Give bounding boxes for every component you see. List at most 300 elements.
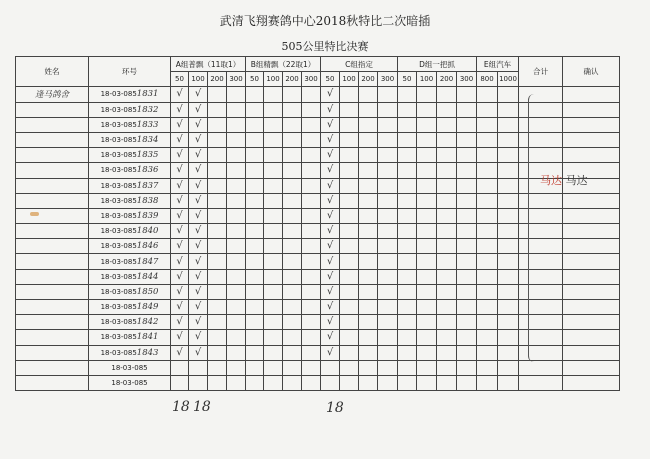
- check-e-1000: [498, 330, 519, 345]
- owner-name-cell-text: 逢马鸽舍: [34, 90, 69, 101]
- ring-number-cell: [89, 284, 171, 299]
- check-c-300: [378, 132, 398, 147]
- check-b-200: [283, 330, 302, 345]
- total-cell: [519, 345, 563, 360]
- check-a-100: [189, 102, 208, 117]
- owner-name-cell: [16, 330, 89, 345]
- ring-suffix-handwritten: 1849: [136, 302, 159, 313]
- owner-name-cell: [16, 224, 89, 239]
- check-a-50: [171, 117, 189, 132]
- header-row-1: [16, 57, 620, 72]
- check-c-100: [340, 284, 359, 299]
- check-b-200: [283, 254, 302, 269]
- check-d-100: [417, 117, 437, 132]
- ring-prefix: 18-03-085: [100, 196, 137, 205]
- total-a100: 18: [193, 399, 211, 415]
- check-d-200: [437, 87, 457, 102]
- check-a-50-text: √: [176, 149, 183, 161]
- check-b-300: [302, 163, 321, 178]
- check-a-300: [227, 300, 246, 315]
- confirm-cell: [563, 148, 620, 163]
- ring-number-cell: [89, 330, 171, 345]
- check-b-50: [246, 178, 264, 193]
- check-a-100: [189, 300, 208, 315]
- check-c-50-text: √: [326, 134, 334, 146]
- check-b-50: [246, 375, 264, 390]
- check-d-300: [457, 148, 477, 163]
- check-a-300: [227, 330, 246, 345]
- check-b-50: [246, 102, 264, 117]
- check-e-1000: [498, 208, 519, 223]
- check-a-300: [227, 360, 246, 375]
- check-d-50: [398, 117, 417, 132]
- confirm-cell: [563, 208, 620, 223]
- ring-prefix: 18-03-085: [100, 120, 137, 129]
- check-a-50-text: √: [176, 209, 183, 221]
- check-a-300: [227, 163, 246, 178]
- check-e-800: [477, 239, 498, 254]
- check-b-100: [264, 269, 283, 284]
- check-c-50-text: √: [326, 301, 334, 313]
- check-c-200: [359, 330, 378, 345]
- owner-name-cell: [16, 87, 89, 102]
- sub-d-200: 200: [437, 72, 457, 87]
- check-d-300: [457, 375, 477, 390]
- check-a-100-text: √: [194, 149, 202, 161]
- check-d-100: [417, 254, 437, 269]
- col-ring-header: 环号: [89, 57, 171, 87]
- check-a-100: [189, 117, 208, 132]
- check-d-100: [417, 178, 437, 193]
- check-a-100-text: √: [194, 346, 202, 358]
- total-cell: [519, 315, 563, 330]
- check-b-50: [246, 239, 264, 254]
- check-a-200: [208, 224, 227, 239]
- check-d-100: [417, 315, 437, 330]
- check-a-50-text: √: [176, 331, 183, 343]
- ring-prefix: 18-03-085: [100, 303, 137, 312]
- total-cell: [519, 117, 563, 132]
- check-d-50: [398, 315, 417, 330]
- owner-name-cell: [16, 269, 89, 284]
- check-b-300: [302, 330, 321, 345]
- check-c-50: [321, 269, 340, 284]
- total-cell: [519, 132, 563, 147]
- owner-name-cell: [16, 193, 89, 208]
- confirm-cell: [563, 87, 620, 102]
- ring-number-cell: [89, 102, 171, 117]
- ring-prefix: 18-03-085: [100, 287, 137, 296]
- check-b-50: [246, 360, 264, 375]
- check-d-300: [457, 269, 477, 284]
- check-a-50-text: √: [176, 270, 183, 282]
- check-e-1000: [498, 178, 519, 193]
- check-d-200: [437, 360, 457, 375]
- check-c-300: [378, 300, 398, 315]
- check-b-200: [283, 345, 302, 360]
- sub-a-300: 300: [227, 72, 246, 87]
- check-d-200: [437, 224, 457, 239]
- check-c-50: [321, 254, 340, 269]
- check-a-50: [171, 360, 189, 375]
- check-e-1000: [498, 345, 519, 360]
- check-c-200: [359, 345, 378, 360]
- owner-name-cell: [16, 163, 89, 178]
- check-b-300: [302, 360, 321, 375]
- check-b-300: [302, 102, 321, 117]
- check-e-1000: [498, 117, 519, 132]
- sub-c-100: 100: [340, 72, 359, 87]
- check-b-200: [283, 239, 302, 254]
- check-b-200: [283, 360, 302, 375]
- check-b-50: [246, 224, 264, 239]
- ring-number-cell: [89, 224, 171, 239]
- check-c-50: [321, 375, 340, 390]
- check-b-100: [264, 117, 283, 132]
- sub-a-200: 200: [208, 72, 227, 87]
- ring-number-cell: [89, 300, 171, 315]
- check-d-100: [417, 239, 437, 254]
- check-a-100: [189, 224, 208, 239]
- check-a-50-text: √: [176, 134, 183, 146]
- check-a-300: [227, 224, 246, 239]
- check-d-50: [398, 239, 417, 254]
- check-b-300: [302, 224, 321, 239]
- check-c-50-text: √: [326, 149, 334, 161]
- check-c-50-text: √: [326, 179, 334, 191]
- check-d-200: [437, 269, 457, 284]
- check-c-300: [378, 178, 398, 193]
- check-c-50: [321, 193, 340, 208]
- ring-suffix-handwritten: 1850: [136, 286, 159, 297]
- ring-prefix: 18-03-085: [111, 363, 148, 372]
- check-b-300: [302, 178, 321, 193]
- ring-prefix: 18-03-085: [100, 166, 137, 175]
- check-c-50-text: √: [326, 209, 334, 221]
- check-b-200: [283, 117, 302, 132]
- check-c-100: [340, 300, 359, 315]
- check-a-200: [208, 254, 227, 269]
- confirm-cell: [563, 375, 620, 390]
- check-c-50: [321, 345, 340, 360]
- check-b-50: [246, 87, 264, 102]
- check-a-200: [208, 87, 227, 102]
- check-c-50: [321, 163, 340, 178]
- col-confirm-header: 确认: [563, 57, 620, 87]
- col-group-e-header: E组汽车: [477, 57, 519, 72]
- owner-name-cell: [16, 254, 89, 269]
- check-d-100: [417, 193, 437, 208]
- sub-b-300: 300: [302, 72, 321, 87]
- ring-prefix: 18-03-085: [100, 90, 137, 99]
- confirm-cell: [563, 345, 620, 360]
- total-cell: [519, 239, 563, 254]
- check-d-300: [457, 193, 477, 208]
- confirm-cell: [563, 102, 620, 117]
- check-a-50-text: √: [176, 225, 183, 237]
- check-a-200: [208, 193, 227, 208]
- check-a-100-text: √: [194, 285, 202, 297]
- check-e-800: [477, 254, 498, 269]
- sub-b-100: 100: [264, 72, 283, 87]
- total-cell: [519, 269, 563, 284]
- check-c-50: [321, 224, 340, 239]
- ring-prefix: 18-03-085: [100, 257, 137, 266]
- confirm-cell: [563, 193, 620, 208]
- check-e-800: [477, 284, 498, 299]
- check-a-50: [171, 239, 189, 254]
- check-c-300: [378, 269, 398, 284]
- check-e-1000: [498, 284, 519, 299]
- check-c-300: [378, 102, 398, 117]
- total-cell: [519, 193, 563, 208]
- check-c-100: [340, 178, 359, 193]
- check-c-200: [359, 254, 378, 269]
- check-e-800: [477, 117, 498, 132]
- check-e-1000: [498, 87, 519, 102]
- total-cell: [519, 300, 563, 315]
- check-c-50-text: √: [326, 331, 334, 343]
- check-d-100: [417, 163, 437, 178]
- check-c-300: [378, 239, 398, 254]
- col-group-b-header: B组精飘（22取1）: [246, 57, 321, 72]
- check-d-300: [457, 284, 477, 299]
- check-a-50-text: √: [176, 240, 183, 252]
- check-a-100-text: √: [194, 88, 202, 100]
- ring-number-cell: [89, 163, 171, 178]
- check-c-50-text: √: [326, 346, 334, 358]
- check-c-50: [321, 102, 340, 117]
- confirm-cell: [563, 224, 620, 239]
- check-d-50: [398, 163, 417, 178]
- check-b-50: [246, 163, 264, 178]
- check-d-50: [398, 208, 417, 223]
- check-d-200: [437, 117, 457, 132]
- check-a-300: [227, 315, 246, 330]
- check-e-800: [477, 269, 498, 284]
- check-a-50: [171, 224, 189, 239]
- check-b-100: [264, 163, 283, 178]
- check-a-50: [171, 148, 189, 163]
- check-d-200: [437, 345, 457, 360]
- check-a-50: [171, 163, 189, 178]
- owner-name-cell: [16, 375, 89, 390]
- ring-number-cell: [89, 239, 171, 254]
- check-d-50: [398, 102, 417, 117]
- check-d-50: [398, 330, 417, 345]
- check-c-200: [359, 148, 378, 163]
- check-b-100: [264, 224, 283, 239]
- check-d-100: [417, 284, 437, 299]
- check-d-50: [398, 148, 417, 163]
- total-cell: [519, 148, 563, 163]
- check-d-50: [398, 87, 417, 102]
- check-e-800: [477, 375, 498, 390]
- owner-name-cell: [16, 239, 89, 254]
- check-a-50-text: √: [176, 103, 183, 115]
- ring-number-cell: [89, 360, 171, 375]
- check-c-100: [340, 193, 359, 208]
- check-c-50-text: √: [326, 240, 334, 252]
- check-d-50: [398, 254, 417, 269]
- check-a-50-text: √: [176, 346, 183, 358]
- check-b-50: [246, 284, 264, 299]
- check-e-1000: [498, 269, 519, 284]
- check-c-300: [378, 254, 398, 269]
- check-e-1000: [498, 193, 519, 208]
- check-c-50: [321, 208, 340, 223]
- owner-name-cell: [16, 208, 89, 223]
- check-c-200: [359, 117, 378, 132]
- check-c-200: [359, 132, 378, 147]
- check-d-300: [457, 315, 477, 330]
- check-a-300: [227, 208, 246, 223]
- owner-name-cell: [16, 148, 89, 163]
- ring-number-cell: [89, 193, 171, 208]
- check-c-50: [321, 315, 340, 330]
- check-d-300: [457, 163, 477, 178]
- col-group-d-header: D组一把抓: [398, 57, 477, 72]
- check-d-200: [437, 132, 457, 147]
- ring-prefix: 18-03-085: [100, 136, 137, 145]
- check-c-50-text: √: [326, 164, 334, 176]
- check-a-50: [171, 300, 189, 315]
- sub-a-100: 100: [189, 72, 208, 87]
- check-a-300: [227, 102, 246, 117]
- check-c-100: [340, 132, 359, 147]
- check-d-50: [398, 300, 417, 315]
- ring-prefix: 18-03-085: [100, 242, 137, 251]
- confirm-cell: [563, 254, 620, 269]
- ring-number-cell: [89, 178, 171, 193]
- check-d-300: [457, 224, 477, 239]
- check-a-100-text: √: [194, 134, 202, 146]
- check-b-100: [264, 360, 283, 375]
- sub-a-50: 50: [171, 72, 189, 87]
- sub-c-50: 50: [321, 72, 340, 87]
- check-b-100: [264, 148, 283, 163]
- confirm-cell: [563, 269, 620, 284]
- check-c-300: [378, 224, 398, 239]
- check-d-50: [398, 375, 417, 390]
- check-a-50-text: √: [176, 194, 183, 206]
- check-a-100-text: √: [194, 179, 202, 191]
- check-e-800: [477, 224, 498, 239]
- check-b-300: [302, 269, 321, 284]
- check-e-800: [477, 87, 498, 102]
- check-e-1000: [498, 254, 519, 269]
- check-a-200: [208, 284, 227, 299]
- check-a-50: [171, 102, 189, 117]
- check-c-50-text: √: [326, 88, 334, 100]
- ink-smudge: [30, 212, 39, 216]
- check-b-200: [283, 224, 302, 239]
- check-a-50: [171, 254, 189, 269]
- check-a-300: [227, 87, 246, 102]
- ring-number-cell: [89, 208, 171, 223]
- check-b-100: [264, 284, 283, 299]
- check-d-300: [457, 360, 477, 375]
- check-d-100: [417, 360, 437, 375]
- ring-prefix: 18-03-085: [100, 333, 137, 342]
- total-a50: 18: [172, 399, 190, 415]
- ring-number-cell: [89, 375, 171, 390]
- check-c-100: [340, 87, 359, 102]
- ring-suffix-handwritten: 1844: [136, 271, 159, 282]
- check-e-1000: [498, 148, 519, 163]
- check-b-200: [283, 87, 302, 102]
- check-a-200: [208, 102, 227, 117]
- check-c-300: [378, 163, 398, 178]
- col-total-header: 合计: [519, 57, 563, 87]
- check-c-200: [359, 300, 378, 315]
- check-c-50-text: √: [326, 255, 334, 267]
- check-c-100: [340, 148, 359, 163]
- ring-prefix: 18-03-085: [100, 105, 137, 114]
- check-d-100: [417, 208, 437, 223]
- check-b-100: [264, 102, 283, 117]
- check-c-300: [378, 193, 398, 208]
- check-b-300: [302, 193, 321, 208]
- table-row: [16, 360, 620, 375]
- confirm-cell: [563, 284, 620, 299]
- check-c-50: [321, 132, 340, 147]
- check-c-50: [321, 300, 340, 315]
- check-a-100: [189, 148, 208, 163]
- check-a-50-text: √: [176, 301, 183, 313]
- check-d-300: [457, 330, 477, 345]
- check-a-100: [189, 284, 208, 299]
- check-c-300: [378, 117, 398, 132]
- check-a-200: [208, 148, 227, 163]
- check-d-100: [417, 269, 437, 284]
- check-a-50: [171, 193, 189, 208]
- check-a-50-text: √: [176, 88, 183, 100]
- ring-suffix-handwritten: 1842: [136, 317, 159, 328]
- check-b-100: [264, 208, 283, 223]
- check-b-300: [302, 375, 321, 390]
- check-e-800: [477, 345, 498, 360]
- check-b-200: [283, 375, 302, 390]
- check-c-50: [321, 148, 340, 163]
- check-d-100: [417, 148, 437, 163]
- check-c-300: [378, 284, 398, 299]
- check-d-100: [417, 102, 437, 117]
- ring-number-cell: [89, 87, 171, 102]
- check-c-100: [340, 224, 359, 239]
- owner-name-cell: [16, 178, 89, 193]
- check-b-50: [246, 132, 264, 147]
- check-d-200: [437, 254, 457, 269]
- check-d-100: [417, 330, 437, 345]
- ring-suffix-handwritten: 1846: [136, 241, 159, 252]
- check-c-100: [340, 208, 359, 223]
- check-a-50: [171, 284, 189, 299]
- ring-prefix: 18-03-085: [100, 211, 137, 220]
- ring-suffix-handwritten: 1833: [136, 119, 159, 130]
- check-b-200: [283, 193, 302, 208]
- check-a-200: [208, 132, 227, 147]
- check-c-200: [359, 193, 378, 208]
- ring-prefix: 18-03-085: [100, 348, 137, 357]
- check-c-200: [359, 315, 378, 330]
- check-c-50-text: √: [326, 270, 334, 282]
- ring-suffix-handwritten: 1831: [136, 89, 159, 100]
- check-a-100-text: √: [194, 316, 202, 328]
- check-c-200: [359, 284, 378, 299]
- check-e-800: [477, 360, 498, 375]
- check-b-100: [264, 193, 283, 208]
